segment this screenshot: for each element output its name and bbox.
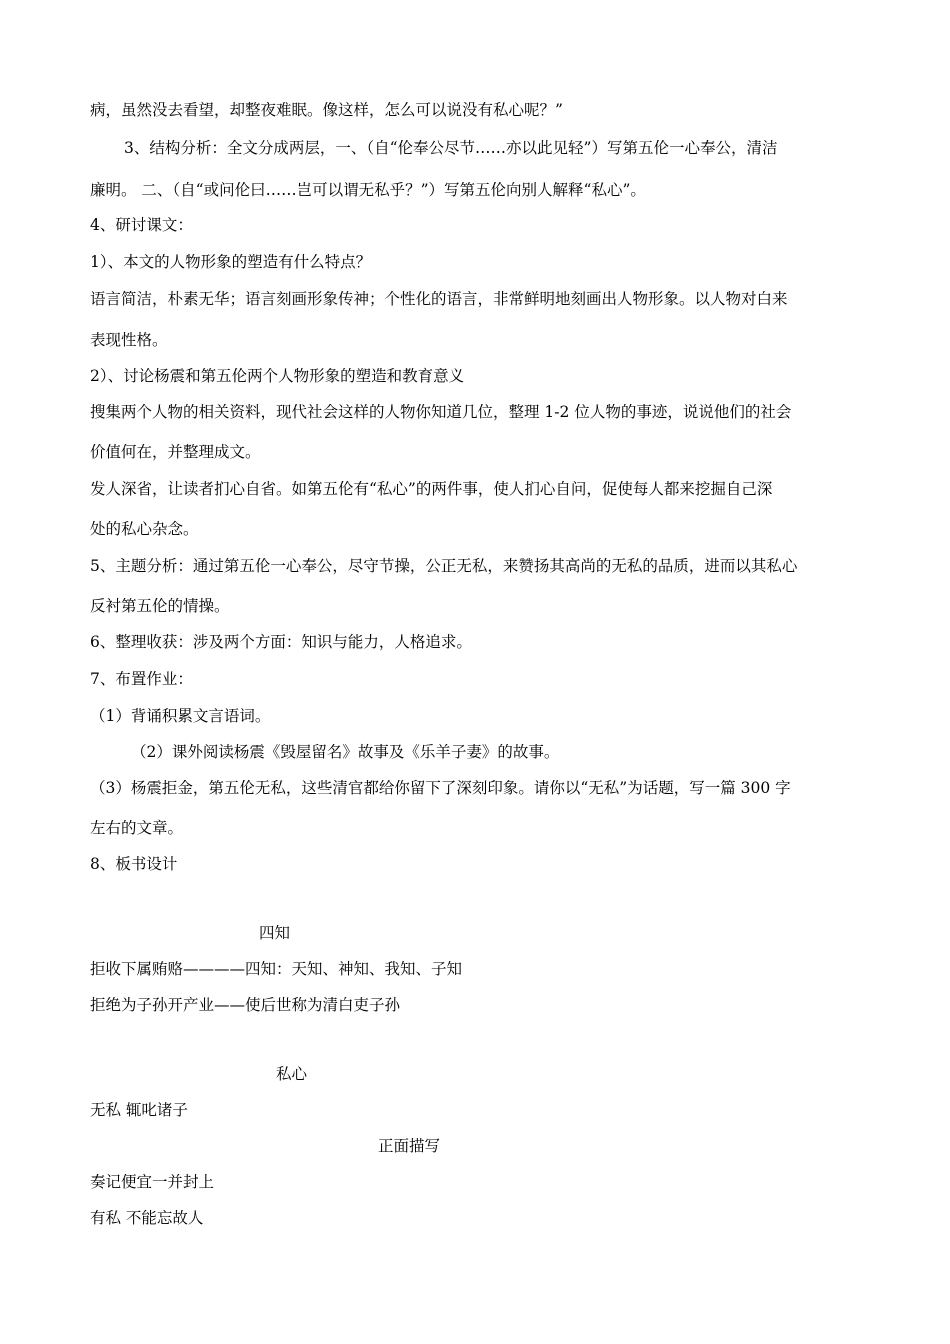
board-heading: 正面描写 (378, 1137, 441, 1155)
text-line: 左右的文章。 (90, 819, 184, 837)
board-heading: 私心 (276, 1065, 308, 1083)
text-line: 7、布置作业： (90, 670, 193, 688)
text-line: 2）、讨论杨震和第五伦两个人物形象的塑造和教育意义 (90, 367, 465, 385)
text-line: 5、主题分析：通过第五伦一心奉公，尽守节操，公正无私，来赞扬其高尚的无私的品质，进而以其私心 (90, 557, 798, 575)
board-heading: 四知 (259, 924, 291, 942)
text-line: 奏记便宜一并封上 (90, 1173, 215, 1191)
text-line: 搜集两个人物的相关资料，现代社会这样的人物你知道几位，整理 1-2 位人物的事迹，说说他们的社会 (90, 403, 792, 421)
text-line: 反衬第五伦的情操。 (90, 597, 230, 615)
text-line: 4、研讨课文： (90, 216, 193, 234)
text-line: 语言简洁，朴素无华；语言刻画形象传神；个性化的语言，非常鲜明地刻画出人物形象。以人物对白来 (90, 290, 788, 308)
text-line: 拒收下属贿赂————四知：天知、神知、我知、子知 (90, 960, 463, 978)
text-line: 6、整理收获：涉及两个方面：知识与能力，人格追求。 (90, 633, 472, 651)
text-line: 1）、本文的人物形象的塑造有什么特点？ (90, 253, 372, 271)
text-line: （2）课外阅读杨震《毁屋留名》故事及《乐羊子妻》的故事。 (131, 743, 560, 761)
text-line: （1）背诵积累文言语词。 (90, 707, 271, 725)
text-line: 表现性格。 (90, 331, 168, 349)
text-line: （3）杨震拒金，第五伦无私，这些清官都给你留下了深刻印象。请你以“无私”为话题，写一篇 300 字 (90, 779, 791, 797)
text-line: 发人深省，让读者扪心自省。如第五伦有“私心”的两件事，使人扪心自问，促使每人都来挖掘自己深 (90, 480, 773, 498)
text-line: 无私 辄叱诸子 (90, 1101, 188, 1119)
text-line: 8、板书设计 (90, 855, 178, 873)
text-line: 3、结构分析：全文分成两层，一、（自“伦奉公尽节……亦以此见轻”）写第五伦一心奉公，清洁 (124, 139, 778, 157)
text-line: 有私 不能忘故人 (90, 1209, 204, 1227)
text-line: 病，虽然没去看望，却整夜难眠。像这样，怎么可以说没有私心呢？” (90, 101, 563, 119)
text-line: 拒绝为子孙开产业——使后世称为清白吏子孙 (90, 996, 401, 1014)
text-line: 处的私心杂念。 (90, 520, 199, 538)
text-line: 廉明。 二、（自“或问伦曰……岂可以谓无私乎？”）写第五伦向别人解释“私心”。 (90, 181, 646, 199)
text-line: 价值何在，并整理成文。 (90, 443, 261, 461)
